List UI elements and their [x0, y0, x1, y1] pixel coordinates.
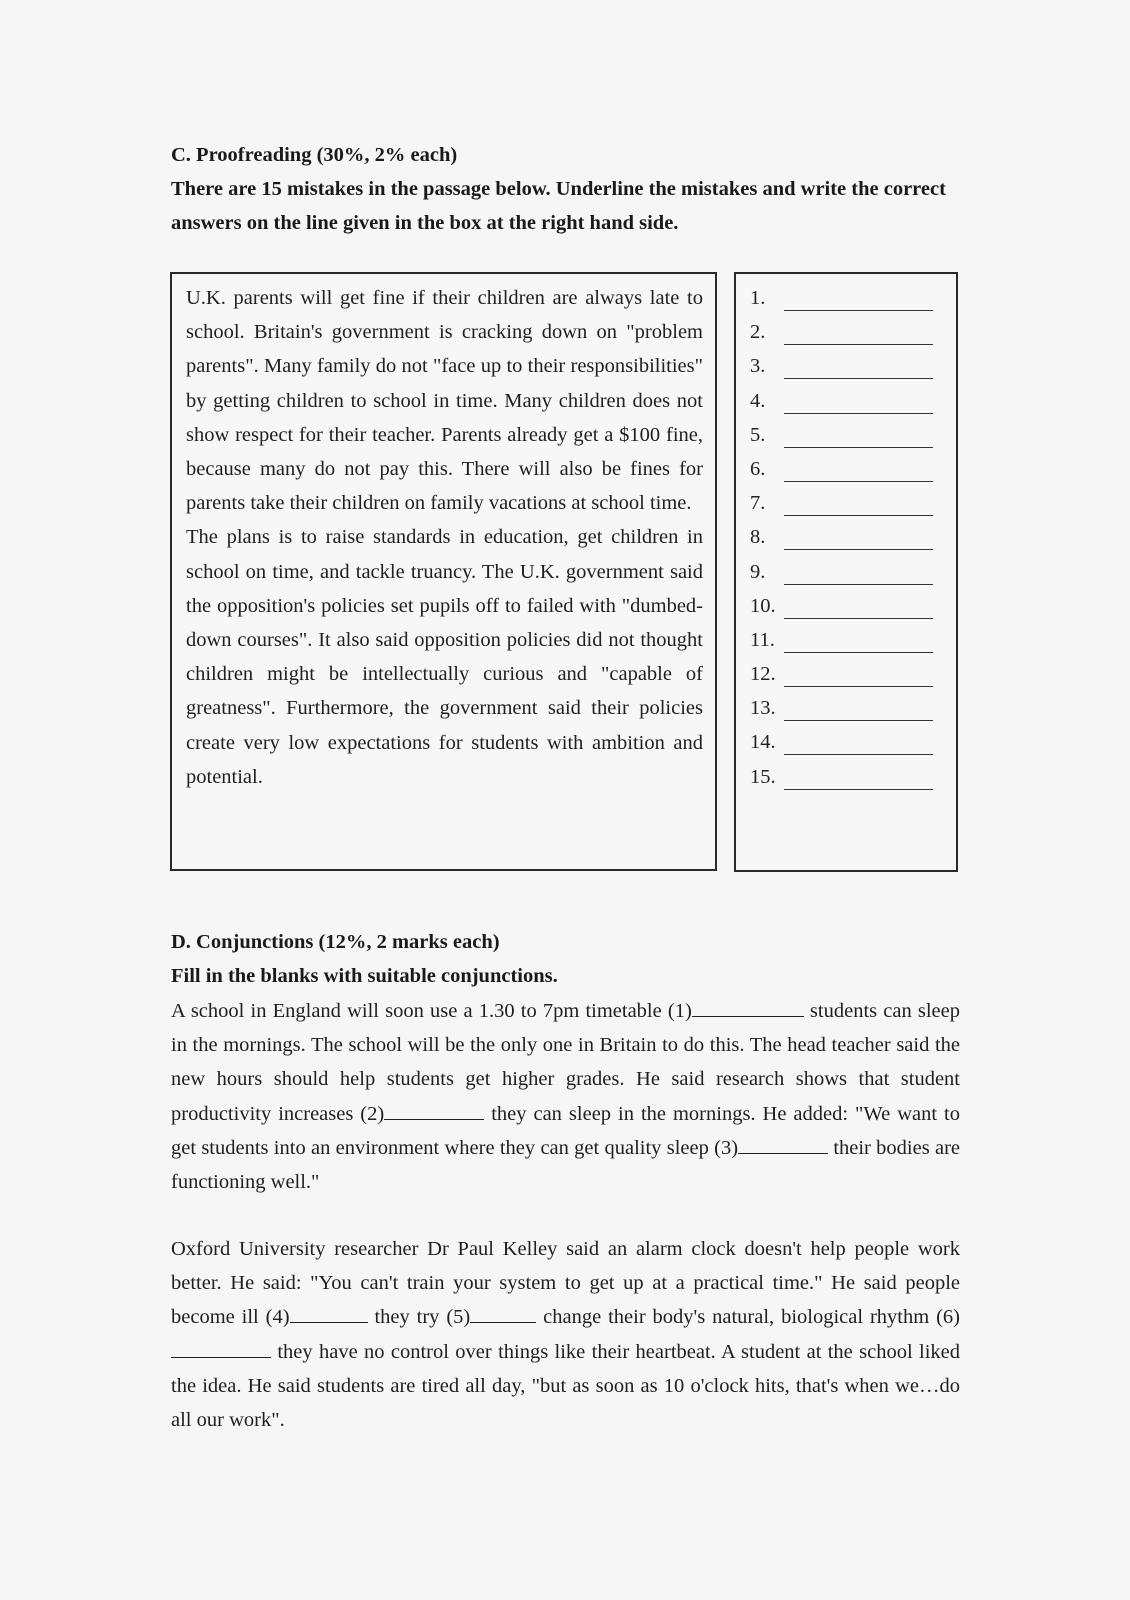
answer-line[interactable] [784, 549, 933, 550]
text-segment: change their body's natural, biological rhythm (6) [536, 1306, 960, 1329]
answer-number: 13. [750, 697, 776, 720]
answer-row [750, 488, 950, 522]
answer-row [750, 283, 950, 317]
blank-1[interactable] [692, 998, 804, 1017]
proofreading-passage [186, 281, 703, 794]
blank-2[interactable] [384, 1101, 484, 1120]
answer-row [750, 591, 950, 625]
section-d-instruction: Fill in the blanks with suitable conjunctions. [171, 965, 558, 987]
answer-row [750, 317, 950, 351]
answer-line[interactable] [784, 686, 933, 687]
blank-4[interactable] [290, 1304, 368, 1323]
answer-row [750, 659, 950, 693]
answer-box [734, 272, 958, 872]
answer-line[interactable] [784, 515, 933, 516]
answer-line[interactable] [784, 378, 933, 379]
answer-line[interactable] [784, 720, 933, 721]
answer-number: 3. [750, 355, 766, 378]
answer-line[interactable] [784, 652, 933, 653]
text-segment: they have no control over things like their heartbeat. A student at the school liked the idea. He said students are tired all day, "but as soon as 10 o'clock hits, that's when we…do all our work". [171, 1340, 960, 1432]
answer-list [750, 283, 950, 796]
conjunctions-paragraph-1 [171, 994, 960, 1199]
answer-number: 9. [750, 560, 766, 583]
answer-row [750, 351, 950, 385]
answer-line[interactable] [784, 584, 933, 585]
answer-line[interactable] [784, 754, 933, 755]
text-segment: A school in England will soon use a 1.30 to 7pm timetable (1) [171, 1000, 692, 1022]
conjunctions-paragraph-2 [171, 1232, 960, 1437]
answer-number: 14. [750, 731, 776, 754]
answer-row [750, 420, 950, 454]
text-segment: Oxford University researcher Dr Paul Kelley said an alarm clock doesn't help people work better. He said: "You can't train your system to get up at a practical time." He said people become ill (4) [171, 1238, 960, 1329]
text-segment: they can sleep in the mornings. He added: "We want to get students into an environment where they can get quality sleep (3) [171, 1102, 960, 1159]
passage-paragraph-2: The plans is to raise standards in education, get children in school on time, and tackle truancy. The U.K. government said the opposition's policies set pupils off to failed with "dumbed-down courses". It also said opposition policies did not thought children might be intellectually curious and "capable of greatness". Furthermore, the government said their policies create very low expectations for students with ambition and potential. [186, 526, 703, 788]
answer-number: 15. [750, 765, 776, 788]
answer-number: 5. [750, 423, 766, 446]
answer-number: 4. [750, 389, 766, 412]
proofreading-passage-box [170, 272, 717, 871]
answer-number: 10. [750, 594, 776, 617]
answer-number: 7. [750, 492, 766, 515]
answer-row [750, 625, 950, 659]
answer-line[interactable] [784, 413, 933, 414]
section-d-title: D. Conjunctions (12%, 2 marks each) [171, 931, 500, 953]
answer-row [750, 454, 950, 488]
text-segment: their bodies are functioning well." [171, 1136, 960, 1194]
answer-number: 1. [750, 287, 766, 309]
answer-number: 8. [750, 526, 766, 549]
answer-line[interactable] [784, 481, 933, 482]
answer-line[interactable] [784, 447, 933, 448]
answer-line[interactable] [784, 310, 933, 311]
answer-row [750, 693, 950, 727]
answer-number: 11. [750, 628, 775, 651]
answer-row [750, 557, 950, 591]
blank-6[interactable] [171, 1339, 271, 1358]
blank-3[interactable] [738, 1135, 828, 1154]
answer-line[interactable] [784, 618, 933, 619]
blank-5[interactable] [470, 1304, 536, 1323]
answer-row [750, 522, 950, 556]
answer-number: 2. [750, 321, 766, 344]
answer-row [750, 386, 950, 420]
text-segment: students can sleep in the mornings. The school will be the only one in Britain to do this. The head teacher said the new hours should help students get higher grades. He said research shows that student productivity increases (2) [171, 1000, 961, 1125]
answer-row [750, 727, 950, 761]
answer-line[interactable] [784, 344, 933, 345]
text-segment: they try (5) [367, 1306, 471, 1329]
passage-paragraph-1: U.K. parents will get fine if their children are always late to school. Britain's government is cracking down on "problem parents". Many family do not "face up to their responsibilities" by getting children to school in time. Many children does not show respect for their teacher. Parents already get a $100 fine, because many do not pay this. There will also be fines for parents take their children on family vacations at school time. [186, 287, 703, 515]
answer-line[interactable] [784, 789, 933, 790]
answer-row [750, 762, 950, 796]
answer-number: 6. [750, 457, 766, 480]
section-c-instruction: There are 15 mistakes in the passage below. Underline the mistakes and write the correct answers on the line given in the box at the right hand side. [171, 178, 946, 234]
answer-number: 12. [750, 663, 776, 686]
section-c-title: C. Proofreading (30%, 2% each) [171, 144, 458, 166]
